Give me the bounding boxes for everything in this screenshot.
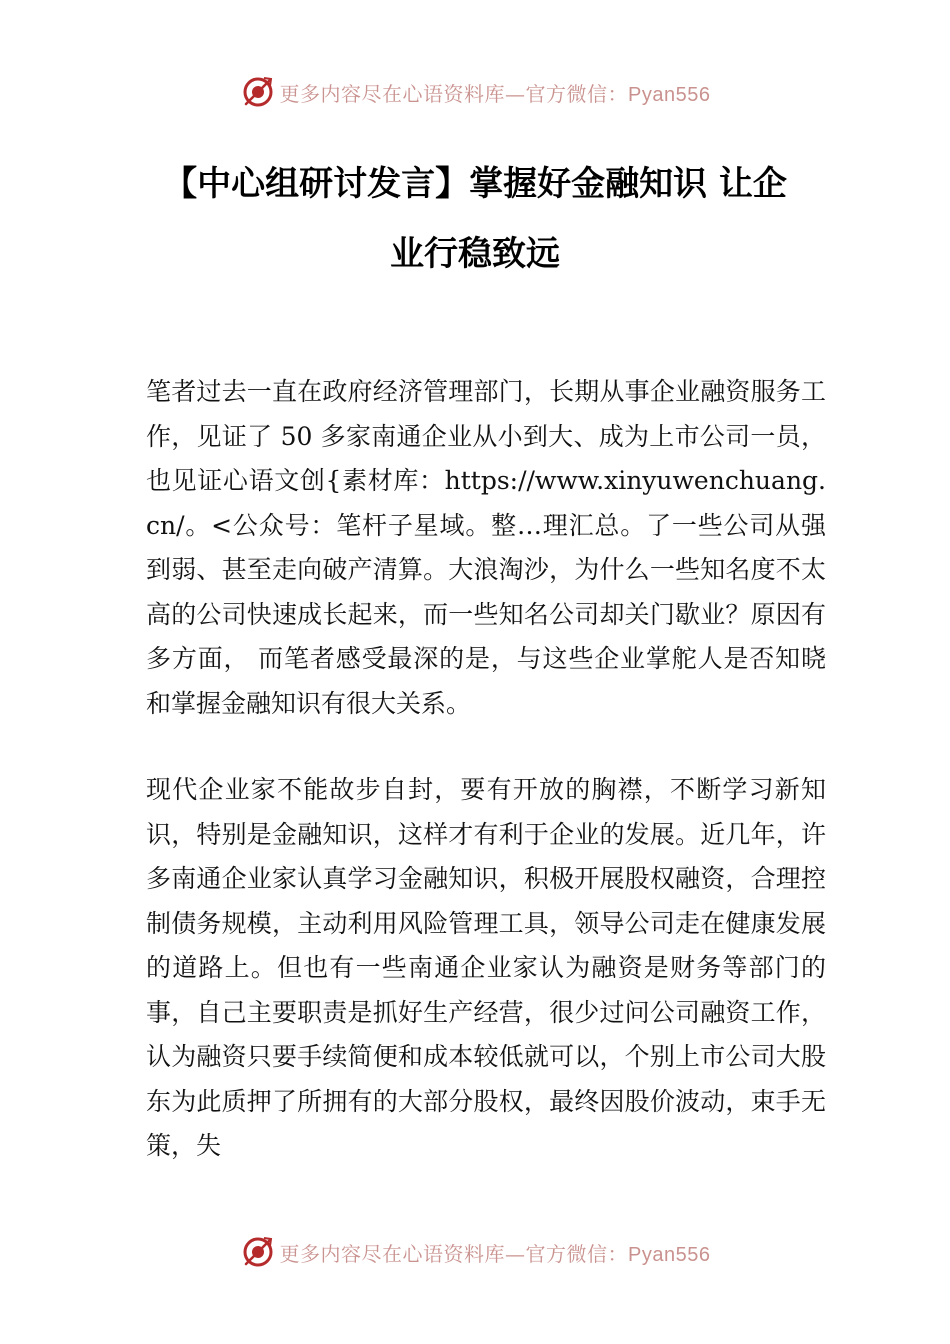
watermark-text: 更多内容尽在心语资料库—官方微信：Pyan556	[279, 1241, 711, 1266]
red-seal-logo-icon	[240, 74, 276, 110]
footer-watermark	[0, 1232, 950, 1272]
wechat-id: Pyan556	[628, 83, 711, 106]
body-paragraph-1: 笔者过去一直在政府经济管理部门，长期从事企业融资服务工作，见证了 50 多家南通企业从小到大、成为上市公司一员，也见证心语文创{素材库：https://www.xinyuwenchuang.cn/。<公众号：笔杆子星域。整…理汇总。了一些公司从强到弱、甚至走向破产清算。大浪淘沙，为什么一些知名度不太高的公司快速成长起来，而一些知名公司却关门歇业？原因有多方面， 而笔者感受最深的是，与这些企业掌舵人是否知晓和掌握金融知识有很大关系。	[146, 377, 826, 718]
wechat-id: Pyan556	[628, 1243, 711, 1266]
page-title-line-2: 业行稳致远	[390, 234, 560, 274]
red-seal-logo-icon	[240, 1234, 276, 1270]
watermark-text: 更多内容尽在心语资料库—官方微信：Pyan556	[279, 81, 711, 106]
body-paragraph-2: 现代企业家不能故步自封，要有开放的胸襟，不断学习新知识，特别是金融知识，这样才有利于企业的发展。近几年，许多南通企业家认真学习金融知识，积极开展股权融资，合理控制债务规模，主动利用风险管理工具，领导公司走在健康发展的道路上。但也有一些南通企业家认为融资是财务等部门的事，自己主要职责是抓好生产经营，很少过问公司融资工作，认为融资只要手续简便和成本较低就可以，个别上市公司大股东为此质押了所拥有的大部分股权，最终因股价波动，束手无策，失	[146, 775, 826, 1160]
page-title-line-1: 【中心组研讨发言】掌握好金融知识 让企	[163, 164, 787, 204]
header-watermark	[0, 72, 950, 112]
